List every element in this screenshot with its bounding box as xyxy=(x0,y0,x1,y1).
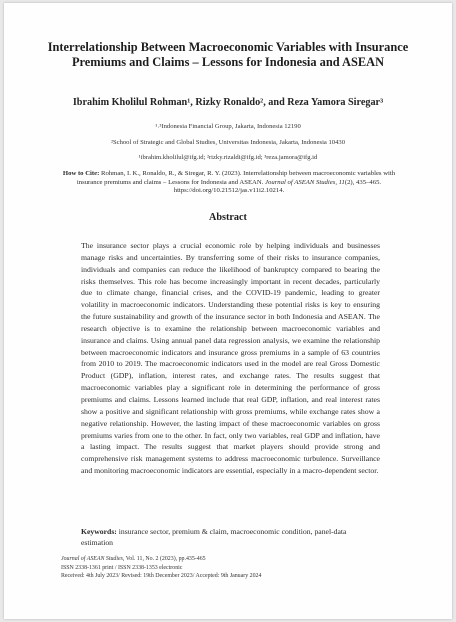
author-list: Ibrahim Kholilul Rohman¹, Rizky Ronaldo², and Reza Yamora Siregar³ xyxy=(72,97,384,108)
keywords xyxy=(81,526,380,549)
citation-label: How to Cite: xyxy=(62,170,100,177)
citation-journal: Journal of ASEAN Studies, 11 xyxy=(265,178,345,186)
abstract-body: The insurance sector plays a crucial economic role by helping individuals and businesses manage risks and uncertainties. By transferring some of their risks to insurance companies, individuals and companies can reduce the likelihood of bankruptcy compared to bearing the risks themselves. This role has become increasingly important in recent decades, particularly due to climate change, financial crises, and the COVID-19 pandemic, leading to greater volatility in macroeconomic indicators. Understanding these potential risks is key to ensuring the future sustainability and growth of the insurance sector in both Indonesia and ASEAN. The research objective is to examine the relationship between macroeconomic variables and insurance and claims. Using annual panel data regression analysis, we examine the relationship between macroeconomic indicators and insurance gross premiums in a sample of 63 countries from 2010 to 2019. The macroeconomic indicators used in the model are real Gross Domestic Product (GDP), inflation, interest rates, and exchange rates. The results suggest that macroeconomic variables play a significant role in determining the performance of gross premiums and claims. Lessons learned include that real GDP, inflation, and real interest rates show a positive and significant relationship with gross premiums, while exchange rates show a negative relationship. However, the lasting impact of these macroeconomic variables on gross premiums varies from one to the other. In fact, only two variables, real GDP and inflation, have a lasting impact. The results suggest that market players should provide strong and comprehensive risk management systems to address macroeconomic turbulence. Surveillance and monitoring macroeconomic indicators are essential, especially in a macro-dependent sector. xyxy=(81,241,380,476)
citation-doi[interactable]: (2), 435–465. https://doi.org/10.21512/jas.v11i2.10214. xyxy=(173,178,382,195)
footer-volume: Vol. 11, No. 2 (2023), pp.435-465 xyxy=(124,556,206,562)
footer-dates: Received: 4th July 2023/ Revised: 19th December 2023/ Accepted: 9th January 2024 xyxy=(61,573,262,580)
paper-title: Interrelationship Between Macroeconomic Variables with Insurance Premiums and Claims – Lessons for Indonesia and ASEAN xyxy=(47,40,409,69)
affiliation-2: ²School of Strategic and Global Studies, Universitas Indonesia, Jakarta, Indonesia 10430 xyxy=(111,139,345,146)
paper-page xyxy=(4,3,452,619)
footer-journal xyxy=(61,555,401,564)
keywords-text: insurance sector, premium & claim, macroeconomic condition, panel-data estimation xyxy=(81,527,347,548)
abstract-heading: Abstract xyxy=(209,212,247,223)
footer-journal-name: Journal of ASEAN Studies, xyxy=(61,556,125,562)
author-emails: ¹ibrahim.kholilul@ifg.id; ²rizky.rizaldi@ifg.id; ³reza.jamora@ifg.id xyxy=(138,154,318,161)
affiliation-1: ¹˒³Indonesia Financial Group, Jakarta, Indonesia 12190 xyxy=(155,123,301,130)
footer-issn: ISSN 2338-1361 print / ISSN 2338-1353 electronic xyxy=(61,564,183,571)
citation-block xyxy=(62,170,396,196)
keywords-label: Keywords: xyxy=(81,527,117,536)
publication-footer xyxy=(61,555,401,581)
citation-text: Rohman, I. K., Ronaldo, R., & Siregar, R. Y. (2023). Interrelationship between macroeconomic variables with insurance premiums and claims – Lessons for Indonesia and ASEAN. xyxy=(76,170,396,186)
